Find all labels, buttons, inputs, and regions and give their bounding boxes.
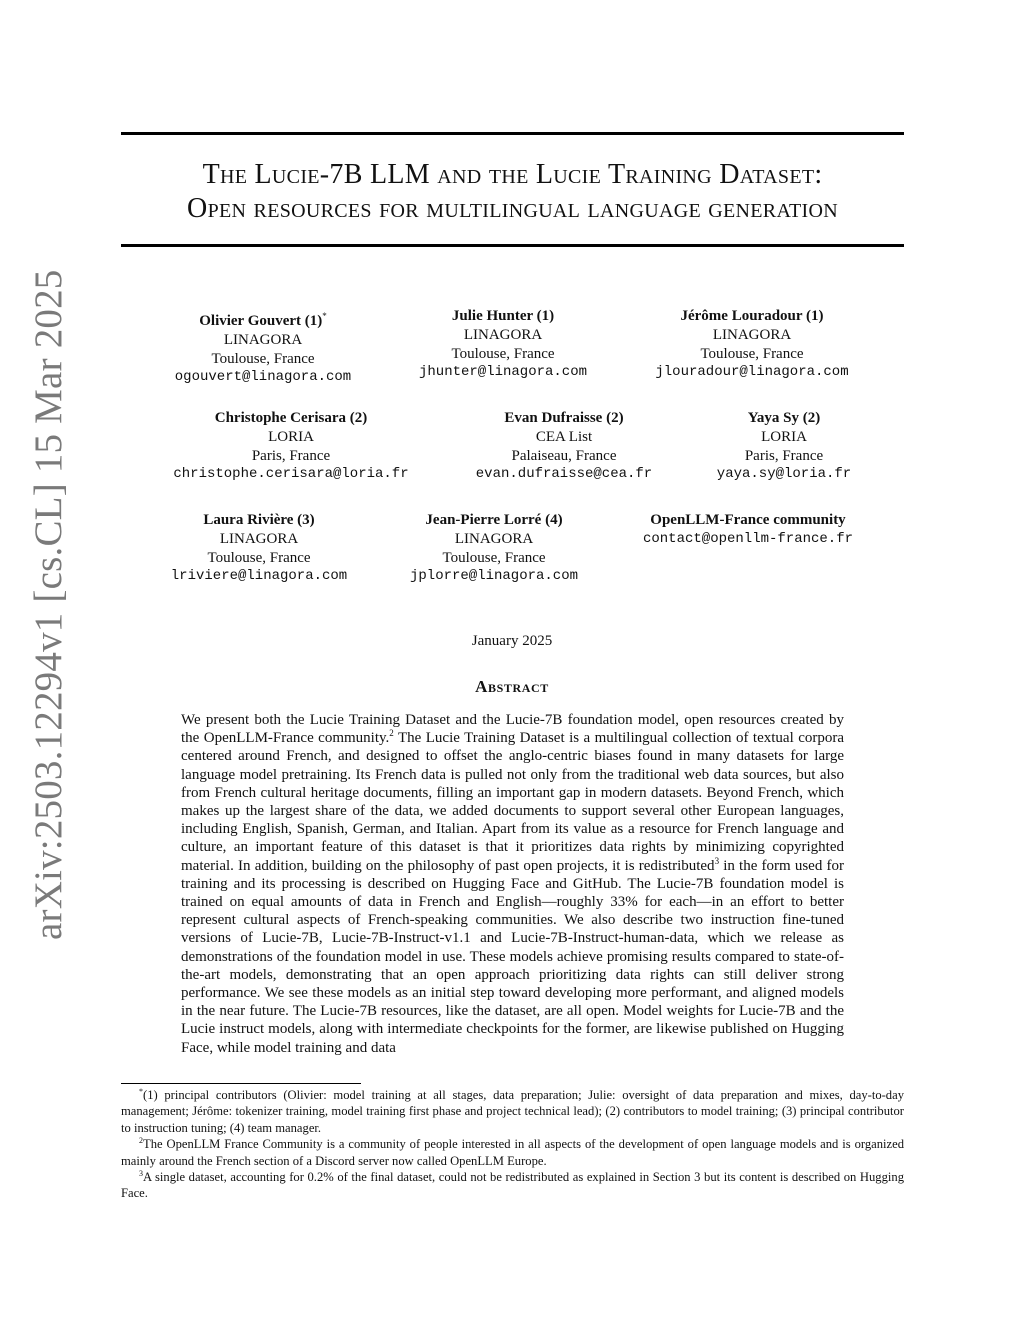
author-block (171, 511, 347, 586)
author-affiliation: CEA List (535, 428, 593, 445)
author-name: Olivier Gouvert (1)* (199, 311, 327, 329)
author-location: Toulouse, France (700, 345, 804, 362)
abstract-heading: Abstract (475, 677, 549, 696)
author-affiliation: LORIA (268, 428, 314, 445)
arxiv-identifier: arXiv:2503.12294v1 [cs.CL] 15 Mar 2025 (27, 269, 70, 940)
footnote-text: (1) principal contributors (Olivier: model training at all stages, data preparation; Julie: oversight of data preparation and mixes, day-to-day management; Jérôme: tokenizer training, model training first phase and project technical lead); (2) contributors to model training; (3) principal contributor to instruction tuning; (4) team manager. (121, 1088, 904, 1135)
author-location: Toulouse, France (211, 350, 315, 367)
author-location: Paris, France (251, 447, 331, 464)
author-name: Yaya Sy (2) (747, 410, 821, 426)
author-email: yaya.sy@loria.fr (716, 466, 852, 483)
author-location: Palaiseau, France (511, 447, 617, 464)
title-bottom-rule (121, 244, 904, 247)
author-email: contact@openllm-france.fr (642, 530, 854, 547)
author-name: Jérôme Louradour (1) (680, 308, 824, 324)
author-name: Evan Dufraisse (2) (504, 410, 624, 426)
abstract-text: The Lucie Training Dataset is a multilingual collection of textual corpora centered around French, and designed to offset the anglo-centric biases found in many datasets for large language model pretraining. Its French data is pulled not only from the traditional web data sources, but also from French cultural heritage documents, filling an important gap in modern datasets. Beyond French, which makes up the largest share of the data, we added documents to support several other European languages, including English, Spanish, German, and Italian. Apart from its value as a resource for French language and culture, an important feature of this dataset is that it prioritizes data rights by minimizing copyrighted material. In addition, building on the philosophy of past open projects, it is redistributed (181, 730, 845, 874)
author-affiliation: LINAGORA (454, 530, 534, 547)
abstract-text: We present both the Lucie Training Dataset and the Lucie-7B foundation model, open resources created by the OpenLLM-France community. (181, 712, 844, 747)
author-email: evan.dufraisse@cea.fr (475, 466, 653, 483)
author-name: Christophe Cerisara (2) (214, 410, 368, 426)
footnote-marker: 2 (139, 1136, 143, 1146)
author-email: christophe.cerisara@loria.fr (173, 466, 409, 483)
title-line-2: Open resources for multilingual language generation (187, 193, 838, 224)
paper-title (121, 158, 904, 226)
author-name: Jean-Pierre Lorré (4) (425, 512, 563, 528)
footnote (121, 1136, 904, 1169)
author-affiliation: LINAGORA (712, 326, 792, 343)
author-email: ogouvert@linagora.com (174, 369, 352, 386)
author-affiliation: LINAGORA (219, 530, 299, 547)
footnote-marker: * (139, 1086, 143, 1096)
author-affiliation: LINAGORA (223, 331, 303, 348)
publication-date: January 2025 (471, 633, 553, 649)
footnote-marker: * (322, 311, 327, 321)
author-block (410, 511, 578, 586)
footnote-text: The OpenLLM France Community is a community of people interested in all aspects of the development of open language models and is organized mainly around the French section of a Discord server now called OpenLLM Europe. (121, 1137, 904, 1168)
author-block (419, 307, 587, 382)
author-email: jlouradour@linagora.com (655, 364, 849, 381)
author-email: lriviere@linagora.com (170, 568, 348, 585)
author-affiliation: LINAGORA (463, 326, 543, 343)
author-affiliation: LORIA (761, 428, 807, 445)
abstract-body (181, 711, 844, 1057)
author-email: jhunter@linagora.com (418, 364, 588, 381)
author-block (476, 409, 652, 484)
title-line-1: The Lucie-7B LLM and the Lucie Training Dataset: (202, 159, 823, 190)
author-block (717, 409, 851, 484)
author-name: Julie Hunter (1) (451, 308, 555, 324)
title-top-rule (121, 132, 904, 135)
abstract-text: in the form used for training and its processing is described on Hugging Face and GitHub. The Lucie-7B foundation model is trained on equal amounts of data in French and English—roughly 33% for each—in an effort to better represent cultural aspects of French-speaking communities. We also describe two instruction fine-tuned versions of Lucie-7B, Lucie-7B-Instruct-v1.1 and Lucie-7B-Instruct-human-data, which we release as demonstrations of the foundation model in use. These models achieve promising results compared to state-of-the-art models, demonstrating that an open approach prioritizing data rights can still deliver strong performance. We see these models as an initial step toward developing more performant, and aligned models in the near future. The Lucie-7B resources, like the dataset, are all open. Model weights for Lucie-7B and the Lucie instruct models, along with intermediate checkpoints for the former, are likewise published on Hugging Face, while model training and data (181, 857, 844, 1056)
author-location: Toulouse, France (451, 345, 555, 362)
author-block (655, 307, 848, 382)
footnote-rule (121, 1083, 361, 1084)
footnote-ref: 3 (714, 855, 720, 866)
author-location: Toulouse, France (207, 549, 311, 566)
author-email: jplorre@linagora.com (409, 568, 579, 585)
author-block (173, 409, 408, 484)
footnote-text: A single dataset, accounting for 0.2% of the final dataset, could not be redistributed as explained in Section 3 but its content is described on Hugging Face. (121, 1170, 904, 1201)
author-name: OpenLLM-France community (650, 512, 846, 528)
footnote (121, 1087, 904, 1136)
author-name: Laura Rivière (3) (203, 512, 315, 528)
author-block (175, 307, 351, 387)
author-block (643, 511, 853, 549)
footnote (121, 1169, 904, 1202)
author-location: Toulouse, France (442, 549, 546, 566)
footnote-ref: 2 (389, 728, 394, 739)
footnotes (121, 1087, 904, 1202)
author-location: Paris, France (744, 447, 824, 464)
footnote-marker: 3 (139, 1168, 143, 1178)
